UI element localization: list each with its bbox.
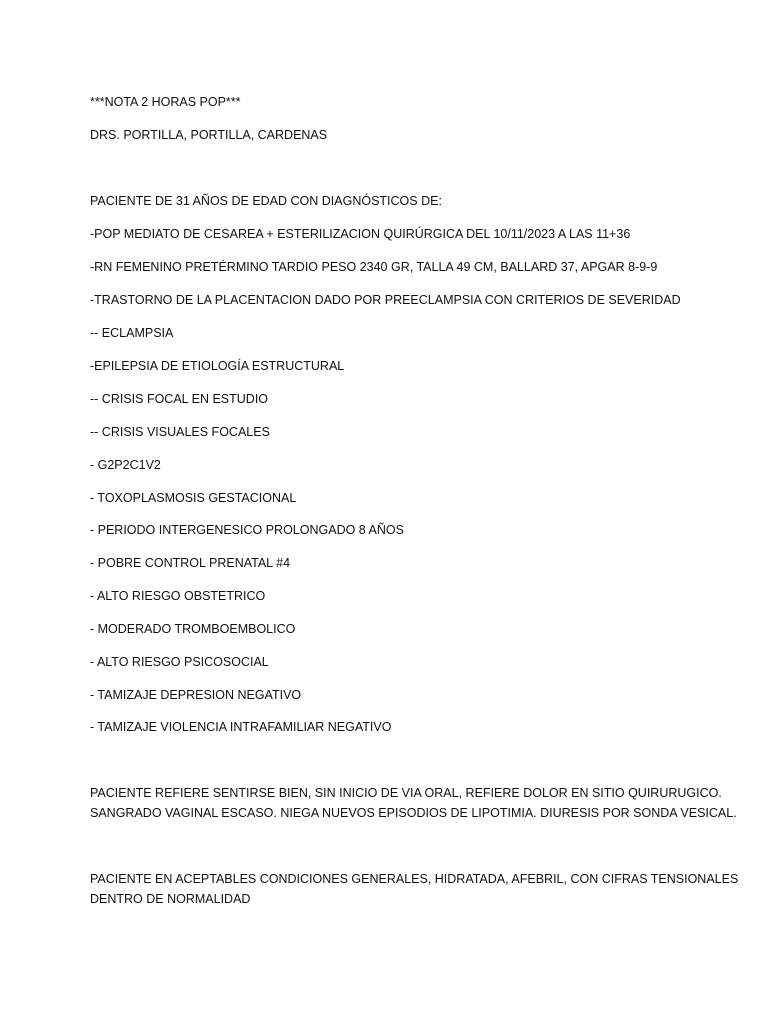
diagnosis-item: - G2P2C1V2 (90, 458, 161, 472)
diagnosis-item: -- CRISIS FOCAL EN ESTUDIO (90, 392, 269, 406)
diagnosis-item: - POBRE CONTROL PRENATAL #4 (90, 556, 291, 570)
objective-line: DENTRO DE NORMALIDAD (90, 892, 251, 906)
diagnosis-item: -RN FEMENINO PRETÉRMINO TARDIO PESO 2340 GR, TALLA 49 CM, BALLARD 37, APGAR 8-9-9 (90, 260, 658, 274)
diagnosis-item: - ALTO RIESGO OBSTETRICO (90, 589, 266, 603)
subjective-line: SANGRADO VAGINAL ESCASO. NIEGA NUEVOS EPISODIOS DE LIPOTIMIA. DIURESIS POR SONDA VESICAL. (90, 806, 737, 820)
diagnosis-item: - TOXOPLASMOSIS GESTACIONAL (90, 491, 297, 505)
diagnosis-item: - MODERADO TROMBOEMBOLICO (90, 622, 296, 636)
diagnosis-item: -TRASTORNO DE LA PLACENTACION DADO POR PREECLAMPSIA CON CRITERIOS DE SEVERIDAD (90, 293, 681, 307)
diagnosis-item: -EPILEPSIA DE ETIOLOGÍA ESTRUCTURAL (90, 359, 345, 373)
diagnosis-item: -POP MEDIATO DE CESAREA + ESTERILIZACION QUIRÚRGICA DEL 10/11/2023 A LAS 11+36 (90, 227, 631, 241)
diagnosis-item: - TAMIZAJE DEPRESION NEGATIVO (90, 688, 302, 702)
diagnosis-item: - ALTO RIESGO PSICOSOCIAL (90, 655, 269, 669)
patient-intro: PACIENTE DE 31 AÑOS DE EDAD CON DIAGNÓSTICOS DE: (90, 194, 442, 208)
note-header: ***NOTA 2 HORAS POP*** (90, 95, 241, 109)
diagnosis-item: -- CRISIS VISUALES FOCALES (90, 425, 270, 439)
objective-line: PACIENTE EN ACEPTABLES CONDICIONES GENERALES, HIDRATADA, AFEBRIL, CON CIFRAS TENSIONALES (90, 872, 739, 886)
subjective-paragraph (90, 783, 737, 823)
diagnosis-item: - PERIODO INTERGENESICO PROLONGADO 8 AÑOS (90, 523, 404, 537)
diagnosis-item: - TAMIZAJE VIOLENCIA INTRAFAMILIAR NEGATIVO (90, 720, 392, 734)
diagnosis-item: -- ECLAMPSIA (90, 326, 174, 340)
objective-paragraph (90, 869, 739, 909)
doctors-line: DRS. PORTILLA, PORTILLA, CARDENAS (90, 128, 328, 142)
subjective-line: PACIENTE REFIERE SENTIRSE BIEN, SIN INICIO DE VIA ORAL, REFIERE DOLOR EN SITIO QUIRURUGICO. (90, 786, 722, 800)
